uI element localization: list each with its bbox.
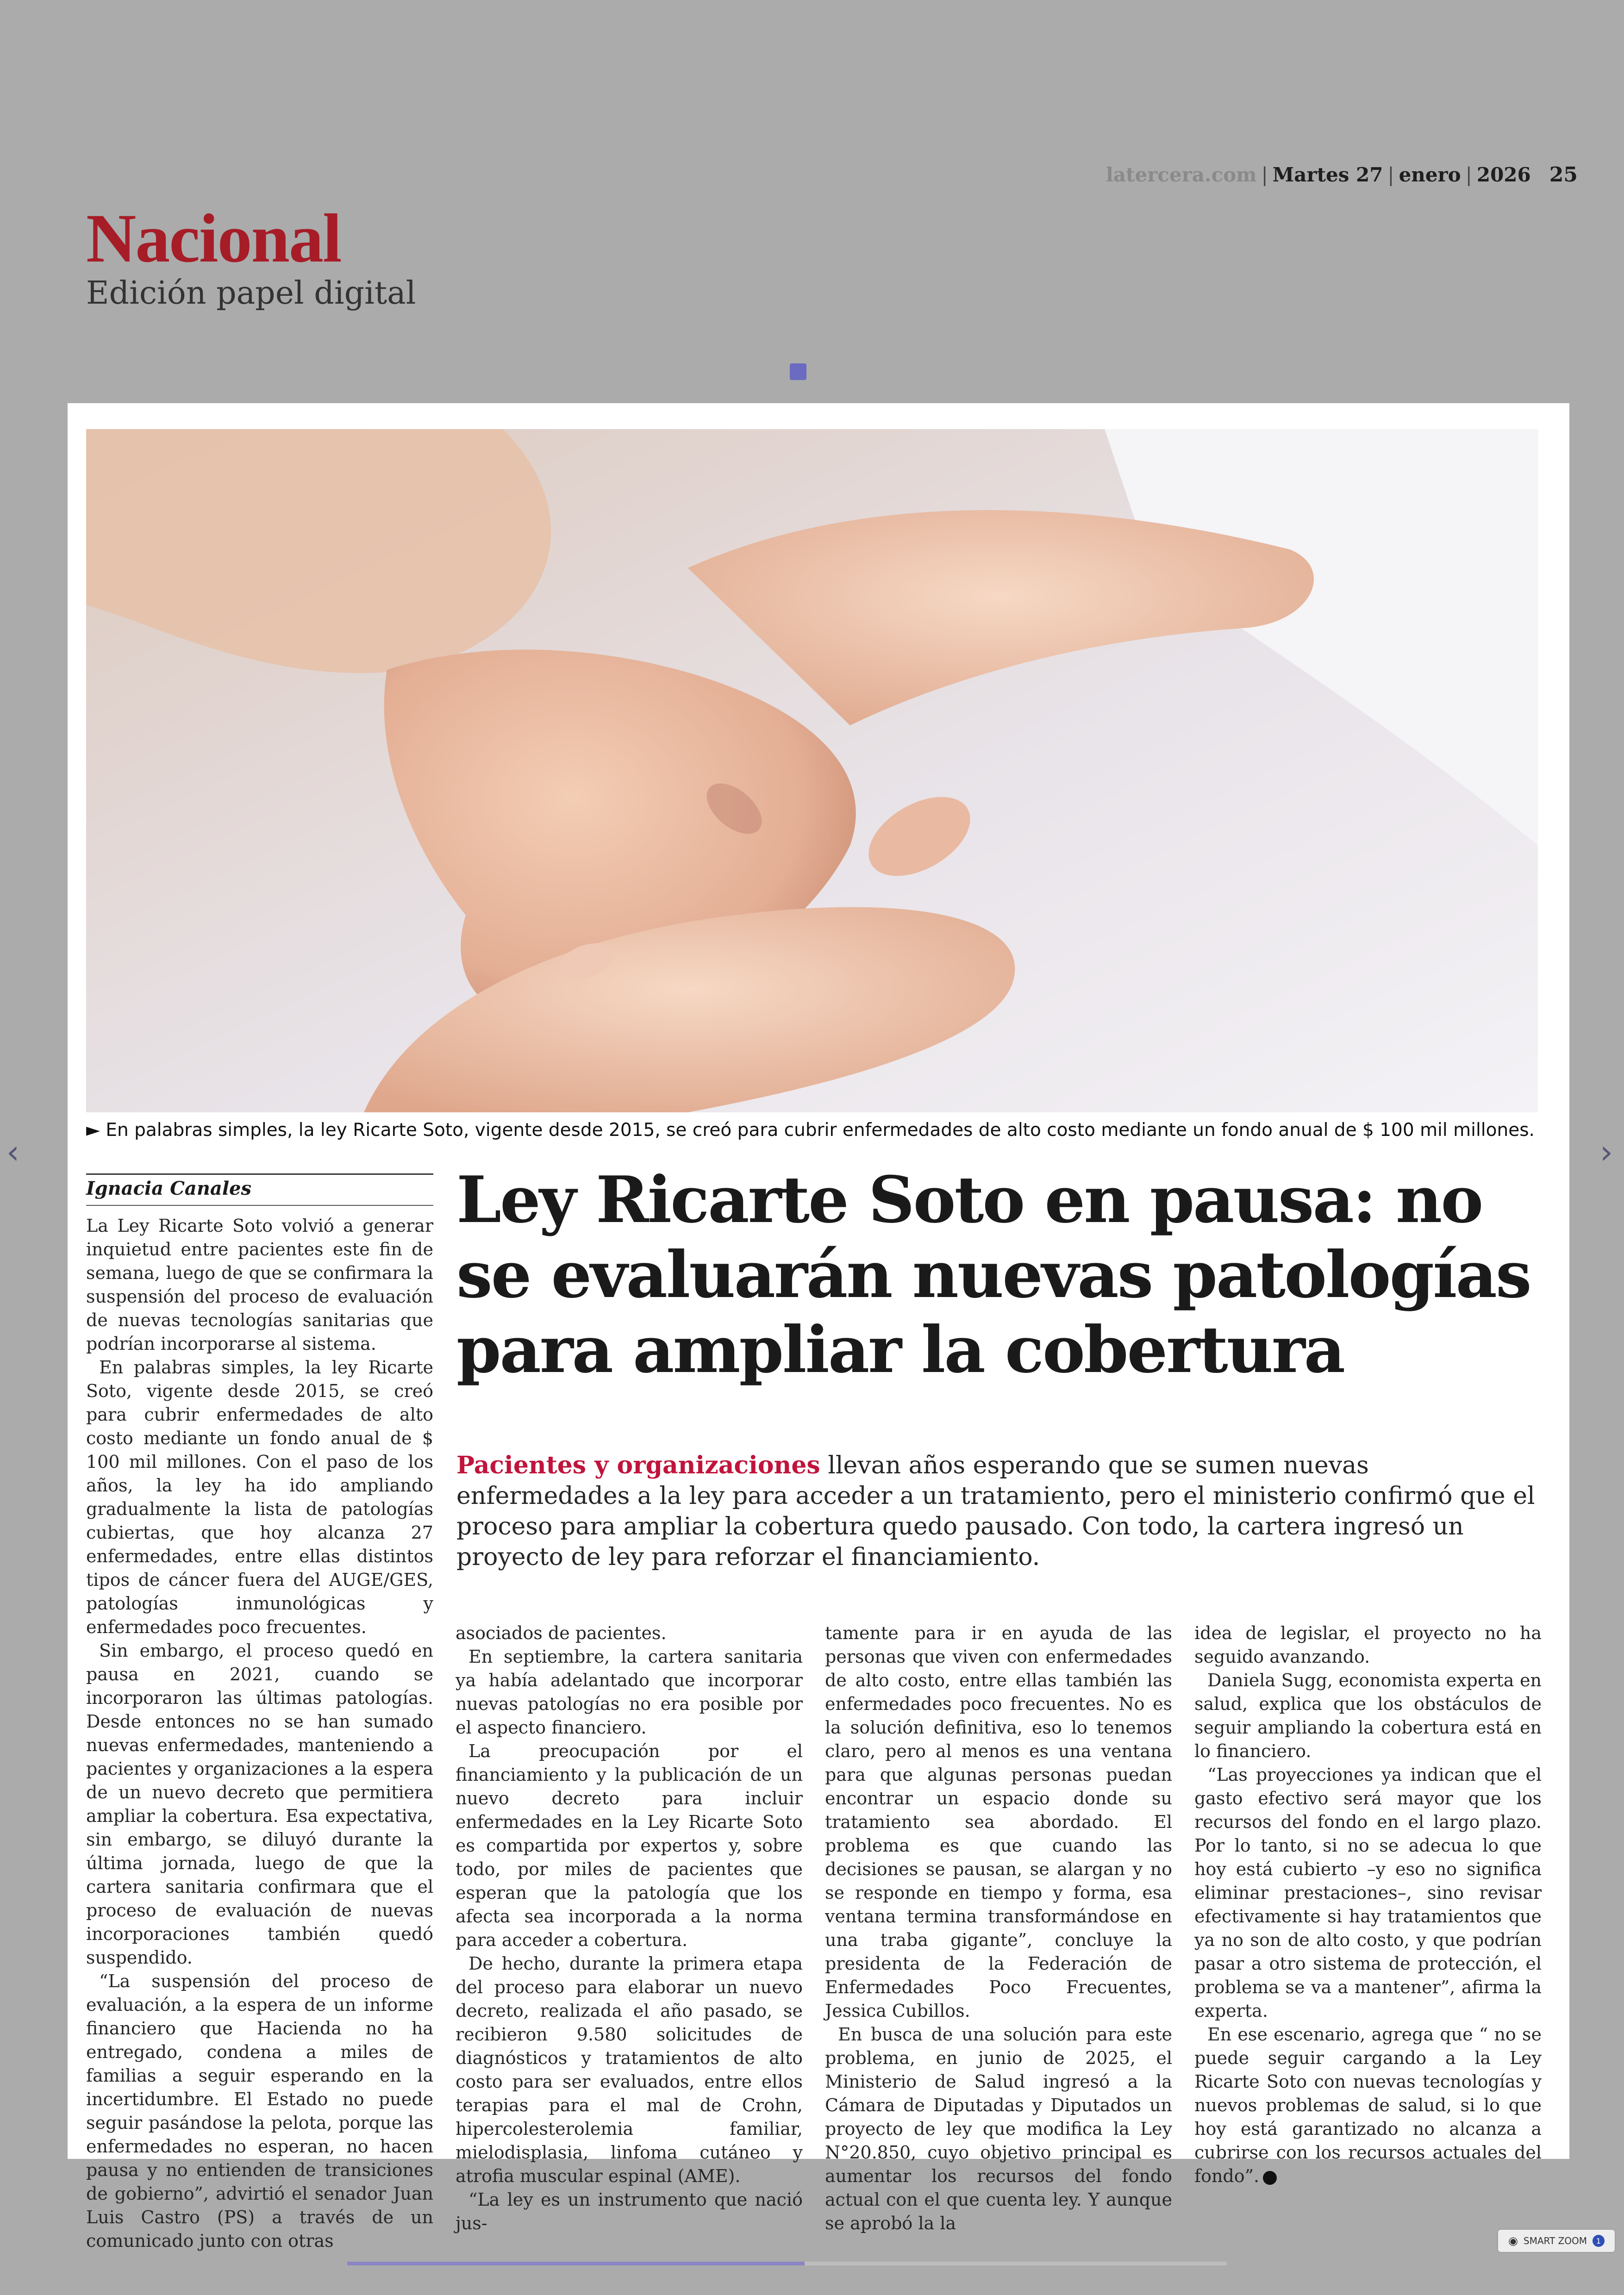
lede-highlight: Pacientes y organizaciones: [456, 1451, 820, 1479]
header-dateline: latercera.com | Martes 27 | enero | 2026 25: [1106, 163, 1578, 187]
article-byline: Ignacia Canales: [86, 1173, 433, 1206]
paragraph: La Ley Ricarte Soto volvió a generar inquietud entre pacientes este fin de semana, luego de que se confirmara la suspensión del proceso de evaluación de nuevas tecnologías sanitarias que podrían incorporarse al sistema.: [86, 1216, 433, 1354]
paragraph: En busca de una solución para este problema, en junio de 2025, el Ministerio de Salud ingresó a la Cámara de Diputadas y Diputados un proyecto de ley que modifica la Ley N°20.850, cuyo objetivo principal es aumentar los recursos del fondo actual con el que cuenta ley. Y aunque se aprobó la la: [825, 2024, 1172, 2233]
previous-page-button[interactable]: [6, 1133, 19, 1171]
paragraph: tamente para ir en ayuda de las personas que viven con enfermedades de alto costo, entre ellas también las enfermedades poco frecuentes. No es la solución definitiva, eso lo tenemos claro, pero al menos es una ventana para que algunas personas puedan encontrar un espacio donde su tratamiento sea abordado. El problema es que cuando las decisiones se pausan, se alargan y no se responde en tiempo y forma, esa ventana termina transformándose en una traba gigante”, concluye la presidenta de la Federación de Enfermedades Poco Frecuentes, Jessica Cubillos.: [825, 1623, 1172, 2021]
paragraph: En palabras simples, la ley Ricarte Soto, vigente desde 2015, se creó para cubrir enfermedades de alto costo mediante un fondo anual de $ 100 mil millones. Con el paso de los años, la ley ha ido ampliando gradualmente la lista de patologías cubiertas, que hoy alcanza 27 enfermedades, entre ellas distintos tipos de cáncer fuera del AUGE/GES, patologías inmunológicas y enfermedades poco frecuentes.: [86, 1357, 433, 1637]
reading-progress-bar[interactable]: [347, 2262, 1227, 2265]
site-name: latercera.com: [1106, 163, 1257, 186]
date-month: enero: [1399, 163, 1461, 186]
article-photo: [86, 429, 1538, 1112]
page-number: 25: [1549, 163, 1578, 187]
article-column-4: [1194, 1621, 1542, 2188]
paragraph: “La ley es un instrumento que nació jus-: [456, 2189, 803, 2233]
date-day: Martes 27: [1272, 163, 1383, 186]
lede-text: llevan años esperando que se sumen nuevas enfermedades a la ley para acceder a un tratamiento, pero el ministerio confirmó que el proceso para ampliar la cobertura quedo pausado. Con todo, la cartera ingresó un proyecto de ley para reforzar el financiamiento.: [456, 1452, 1535, 1571]
eye-icon: ◉: [1508, 2234, 1518, 2247]
paragraph: “Las proyecciones ya indican que el gasto efectivo será mayor que los recursos del fondo en el largo plazo. Por lo tanto, si no se adecua lo que hoy está cubierto –y eso no significa eliminar prestaciones–, sino revisar efectivamente si hay tratamientos que ya no son de alto costo, y que podrían pasar a otro sistema de protección, el problema se va a mantener”, afirma la experta.: [1194, 1765, 1542, 2021]
section-title: Nacional: [86, 200, 341, 277]
hands-photo-illustration: [86, 429, 1538, 1112]
article-column-1: [86, 1214, 433, 2253]
chevron-right-icon: ›: [1600, 1133, 1613, 1171]
date-year: 2026: [1476, 163, 1531, 186]
paragraph: En septiembre, la cartera sanitaria ya había adelantado que incorporar nuevas patologías no era posible por el aspecto financiero.: [456, 1646, 803, 1738]
article-column-3: [825, 1621, 1172, 2235]
photo-caption: ► En palabras simples, la ley Ricarte Soto, vigente desde 2015, se creó para cubrir enfermedades de alto costo mediante un fondo anual de $ 100 mil millones.: [86, 1120, 1535, 1141]
paragraph: Daniela Sugg, economista experta en salud, explica que los obstáculos de seguir ampliando la cobertura está en lo financiero.: [1194, 1670, 1542, 1761]
paragraph: De hecho, durante la primera etapa del proceso para elaborar un nuevo decreto, realizada el año pasado, se recibieron 9.580 solicitudes de diagnósticos y tratamientos de alto costo para ser evaluados, entre ellos terapias para el mal de Crohn, hipercolesterolemia familiar, mielodisplasia, linfoma cutáneo y atrofia muscular espinal (AME).: [456, 1953, 803, 2186]
chevron-left-icon: ‹: [6, 1133, 19, 1171]
article-headline: Ley Ricarte Soto en pausa: no se evaluarán nuevas patologías para ampliar la cobertura: [456, 1162, 1530, 1387]
end-of-article-icon: [1263, 2171, 1277, 2185]
paragraph: Sin embargo, el proceso quedó en pausa en 2021, cuando se incorporaron las últimas patologías. Desde entonces no se han sumado nuevas enfermedades, manteniendo a pacientes y organizaciones a la espera de un nuevo decreto que permitiera ampliar la cobertura. Esa expectativa, sin embargo, se diluyó durante la última jornada, luego de que la cartera sanitaria confirmara que el proceso de evaluación de nuevas incorporaciones también quedó suspendido.: [86, 1640, 433, 1968]
article-column-2: [456, 1621, 803, 2235]
paragraph: La preocupación por el financiamiento y la publicación de un nuevo decreto para incluir enfermedades en la Ley Ricarte Soto es compartida por expertos y, sobre todo, por miles de pacientes que esperan que la patología que los afecta sea incorporada a la norma para acceder a cobertura.: [456, 1741, 803, 1950]
masthead: [86, 200, 416, 312]
paragraph: “La suspensión del proceso de evaluación, a la espera de un informe financiero que Hacienda no ha entregado, condena a miles de familias a seguir esperando en la incertidumbre. El Estado no puede seguir pasándose la pelota, porque las enfermedades no esperan, no hacen pausa y no entienden de transiciones de gobierno”, advirtió el senador Juan Luis Castro (PS) a través de un comunicado junto con otras: [86, 1971, 433, 2251]
paragraph-text: En ese escenario, agrega que “ no se puede seguir cargando a la Ley Ricarte Soto con nuevas tecnologías y nuevos problemas de salud, si lo que hoy está garantizado no alcanza a cubrirse con los recursos actuales del fondo”.: [1194, 2024, 1542, 2186]
reading-progress-fill: [347, 2262, 805, 2265]
paragraph: idea de legislar, el proyecto no ha seguido avanzando.: [1194, 1623, 1542, 1667]
smart-zoom-button[interactable]: [1498, 2230, 1615, 2252]
next-page-button[interactable]: [1600, 1133, 1613, 1171]
paragraph: [1194, 2023, 1542, 2188]
page-anchor-marker[interactable]: [790, 363, 806, 380]
section-subtitle: Edición papel digital: [86, 275, 416, 312]
paragraph: asociados de pacientes.: [456, 1623, 667, 1643]
smart-zoom-count-badge: 1: [1593, 2235, 1605, 2247]
article-lede: [456, 1450, 1535, 1572]
smart-zoom-label: SMART ZOOM: [1523, 2235, 1587, 2246]
